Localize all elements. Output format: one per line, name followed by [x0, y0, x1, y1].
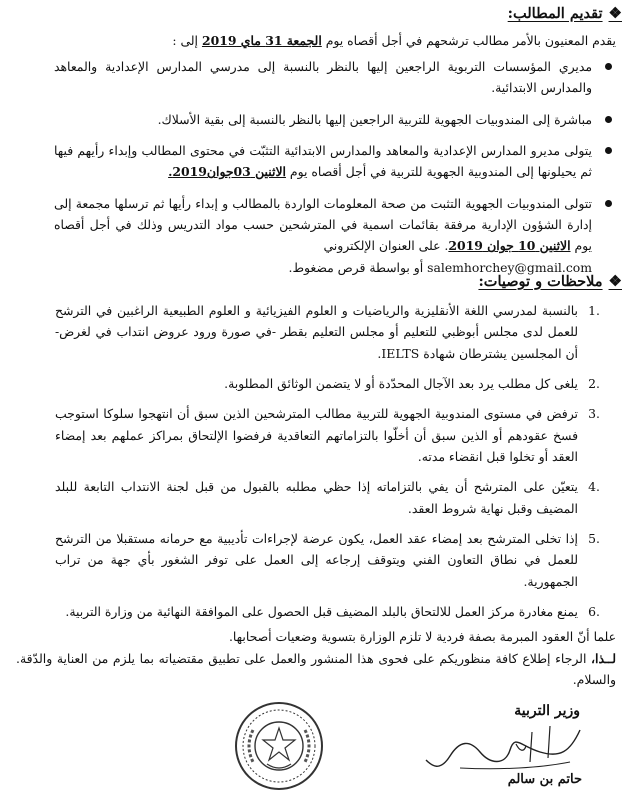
handwritten-signature-icon [420, 722, 590, 774]
bullet-dot-icon [605, 63, 612, 70]
notes-list [55, 300, 600, 631]
bullet-text: مباشرة إلى المندوبيات الجهوية للتربية الراجعين إليها بالنظر بالنسبة إلى بقية الأسلاك. [157, 111, 592, 127]
bullet-text: يتولى مديرو المدارس الإعدادية والمعاهد والمدارس الابتدائية التثبّت في محتوى المطالب وإبداء رأيهم فيها ثم يحيلونها إلى المندوبية الجهوية للتربية في أجل أقصاه يوم [54, 142, 592, 180]
list-item [55, 528, 600, 592]
list-item [55, 373, 600, 394]
section-title: تقديم المطالب: [507, 4, 603, 22]
signatory-title: وزير التربية [514, 703, 580, 719]
list-item [55, 601, 600, 622]
closing-request [16, 648, 616, 691]
item-number: .5 [588, 530, 600, 546]
list-item [54, 193, 614, 278]
closing-note [16, 626, 616, 647]
item-text: يمنع مغادرة مركز العمل للالتحاق بالبلد المضيف قبل الحصول على الموافقة النهائية من وزارة التربية. [65, 603, 578, 619]
item-text: يلغى كل مطلب يرد بعد الآجال المحدّدة أو لا يتضمن الوثائق المطلوبة. [224, 375, 578, 391]
intro-date: الجمعة 31 ماي 2019 [201, 33, 322, 48]
signatory-name: حاتم بن سالم [507, 772, 582, 787]
bullet-text-end: . على العنوان الإلكتروني [323, 238, 449, 254]
item-number: .1 [588, 303, 600, 318]
closing-text: الرجاء إطلاع كافة منظوريكم على فحوى هذا المنشور والعمل على تطبيق مقتضياته بما يلزم من العناية والدّقة. والسلام. [16, 651, 616, 688]
deadline-date: الاثنين 03جوان2019. [168, 164, 286, 180]
deadline-date: الاثنين 10 جوان 2019 [448, 238, 571, 254]
item-text: ترفض في مستوى المندوبية الجهوية للتربية مطالب المترشحين الذين سبق أن انتهجوا سلوكا استوجب فسخ عقودهم أو الذين سبق أن أخلّوا بالتزاماتهم التعاقدية فرفضوا الإلتحاق بمراكز عملهم بعد إمضاء العقد أو تخلوا قبل انقضاء مدته. [55, 406, 578, 464]
intro-text-end: إلى : [172, 33, 202, 48]
list-item [55, 300, 600, 364]
list-item [54, 140, 614, 183]
item-text: إذا تخلى المترشح بعد إمضاء عقد العمل، يكون عرضة لإجراءات تأديبية مع حرمانه مستقبلا من الترشح للعمل في نطاق التعاون الفني ويتوقف إرجاعه إلى العمل على توفر الشغور بأي جهة من تراب الجمهورية. [55, 530, 578, 589]
section-heading-notes [478, 272, 622, 290]
bullet-dot-icon [605, 147, 612, 154]
decorative-bullet-icon: ❖ [608, 4, 622, 22]
bullet-dot-icon [605, 116, 612, 123]
decorative-bullet-icon: ❖ [608, 272, 622, 290]
bullet-text: مديري المؤسسات التربوية الراجعين إليها بالنظر بالنسبة إلى مدرسي المدارس الإعدادية والمعاهد والمدارس الابتدائية. [54, 59, 592, 96]
item-text: بالنسبة لمدرسي اللغة الأنقليزية والرياضيات و العلوم الفيزيائية و العلوم الطبيعية الراغبين في الترشح للعمل لدى مجلس أبوظبي للتعليم أو مجلس التعليم بقطر -في صورة ورود عروض انتداب في لغرض- أن المجلسين يشترطان شهادة IELTS. [55, 303, 578, 361]
bullet-text: تتولى المندوبيات الجهوية التثبت من صحة المعلومات الواردة بالمطالب و إبداء رأيها ثم ترسلها مجمعة إلى إدارة الشؤون الإدارية مرفقة بقائمات اسمية في المترشحين حسب مواد التدريس وذلك في أجل أقصاه يوم [54, 195, 592, 254]
closing-lead: لــذا، [591, 651, 616, 666]
email-link[interactable]: salemhorchey@gmail.com [427, 259, 592, 275]
list-item [54, 109, 614, 130]
section-title: ملاحظات و توصيات: [478, 272, 603, 290]
list-item [55, 403, 600, 467]
email-after-text: أو بواسطة قرص مضغوط. [288, 259, 428, 275]
item-number: .2 [588, 375, 600, 391]
intro-text: يقدم المعنيون بالأمر مطالب ترشحهم في أجل أقصاه يوم [321, 33, 616, 48]
item-text: يتعيّن على المترشح أن يفي بالتزاماته إذا حظي مطلبه بالقبول من قبل لجنة الانتداب التابعة للبلد المضيف وقبل نهاية شروط العقد. [55, 479, 578, 516]
item-number: .6 [588, 603, 600, 619]
item-number: .3 [588, 406, 600, 422]
closing-text: علما أنّ العقود المبرمة بصفة فردية لا تلزم الوزارة بتسوية وضعيات أصحابها. [228, 629, 616, 644]
list-item [54, 56, 614, 99]
intro-paragraph [16, 30, 616, 51]
item-number: .4 [588, 479, 600, 495]
section-heading-submission [508, 4, 622, 22]
bullet-dot-icon [605, 200, 612, 207]
official-seal-icon [233, 700, 325, 792]
list-item [55, 476, 600, 519]
submission-bullets [54, 56, 614, 288]
